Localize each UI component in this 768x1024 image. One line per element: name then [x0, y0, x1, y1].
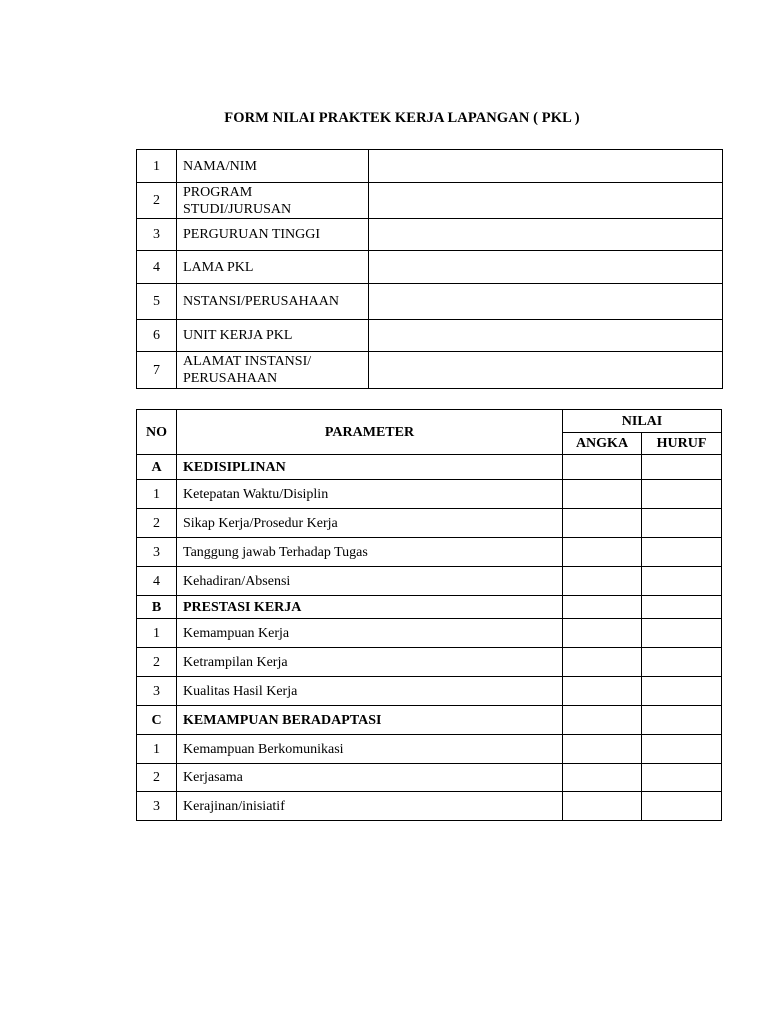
section-code: B — [137, 596, 177, 619]
row-no: 3 — [137, 677, 177, 706]
identity-value-field[interactable] — [369, 150, 723, 183]
identity-label: PROGRAM STUDI/JURUSAN — [177, 183, 369, 219]
angka-cell[interactable] — [563, 648, 642, 677]
section-label: PRESTASI KERJA — [177, 596, 563, 619]
row-label: Kemampuan Berkomunikasi — [177, 735, 563, 764]
huruf-cell[interactable] — [642, 596, 722, 619]
huruf-cell[interactable] — [642, 764, 722, 792]
header-nilai: NILAI — [563, 410, 722, 433]
angka-cell[interactable] — [563, 792, 642, 821]
identity-value-field[interactable] — [369, 352, 723, 389]
parameter-table — [136, 409, 722, 821]
identity-row-nama — [137, 150, 723, 183]
identity-label: LAMA PKL — [177, 251, 369, 284]
identity-row-instansi — [137, 284, 723, 320]
identity-label: UNIT KERJA PKL — [177, 320, 369, 352]
table-row — [137, 735, 722, 764]
huruf-cell[interactable] — [642, 735, 722, 764]
table-row — [137, 648, 722, 677]
angka-cell[interactable] — [563, 619, 642, 648]
huruf-cell[interactable] — [642, 455, 722, 480]
table-row — [137, 792, 722, 821]
identity-no: 7 — [137, 352, 177, 389]
row-no: 3 — [137, 792, 177, 821]
angka-cell[interactable] — [563, 706, 642, 735]
row-label: Kemampuan Kerja — [177, 619, 563, 648]
huruf-cell[interactable] — [642, 677, 722, 706]
header-parameter: PARAMETER — [177, 410, 563, 455]
header-no: NO — [137, 410, 177, 455]
angka-cell[interactable] — [563, 677, 642, 706]
identity-row-program — [137, 183, 723, 219]
identity-label: ALAMAT INSTANSI/ PERUSAHAAN — [177, 352, 369, 389]
identity-no: 6 — [137, 320, 177, 352]
identity-no: 5 — [137, 284, 177, 320]
identity-value-field[interactable] — [369, 183, 723, 219]
huruf-cell[interactable] — [642, 567, 722, 596]
identity-row-perguruan — [137, 219, 723, 251]
identity-label: PERGURUAN TINGGI — [177, 219, 369, 251]
huruf-cell[interactable] — [642, 648, 722, 677]
huruf-cell[interactable] — [642, 619, 722, 648]
row-label: Ketrampilan Kerja — [177, 648, 563, 677]
row-no: 1 — [137, 619, 177, 648]
huruf-cell[interactable] — [642, 480, 722, 509]
section-row — [137, 455, 722, 480]
huruf-cell[interactable] — [642, 509, 722, 538]
section-row — [137, 596, 722, 619]
identity-no: 2 — [137, 183, 177, 219]
table-row — [137, 764, 722, 792]
identity-row-alamat — [137, 352, 723, 389]
row-label: Kehadiran/Absensi — [177, 567, 563, 596]
row-no: 1 — [137, 480, 177, 509]
row-label: Tanggung jawab Terhadap Tugas — [177, 538, 563, 567]
row-no: 3 — [137, 538, 177, 567]
identity-value-field[interactable] — [369, 320, 723, 352]
huruf-cell[interactable] — [642, 538, 722, 567]
identity-label: NSTANSI/PERUSAHAAN — [177, 284, 369, 320]
section-label: KEMAMPUAN BERADAPTASI — [177, 706, 563, 735]
row-no: 2 — [137, 509, 177, 538]
identity-value-field[interactable] — [369, 251, 723, 284]
table-row — [137, 509, 722, 538]
angka-cell[interactable] — [563, 538, 642, 567]
identity-no: 1 — [137, 150, 177, 183]
header-angka: ANGKA — [563, 433, 642, 455]
row-label: Kualitas Hasil Kerja — [177, 677, 563, 706]
row-no: 2 — [137, 648, 177, 677]
angka-cell[interactable] — [563, 480, 642, 509]
angka-cell[interactable] — [563, 455, 642, 480]
row-no: 2 — [137, 764, 177, 792]
row-label: Kerajinan/inisiatif — [177, 792, 563, 821]
identity-label: NAMA/NIM — [177, 150, 369, 183]
row-no: 4 — [137, 567, 177, 596]
angka-cell[interactable] — [563, 567, 642, 596]
identity-value-field[interactable] — [369, 284, 723, 320]
section-code: A — [137, 455, 177, 480]
table-row — [137, 480, 722, 509]
section-row — [137, 706, 722, 735]
table-row — [137, 538, 722, 567]
identity-table — [136, 149, 723, 389]
huruf-cell[interactable] — [642, 792, 722, 821]
header-huruf: HURUF — [642, 433, 722, 455]
row-no: 1 — [137, 735, 177, 764]
table-row — [137, 677, 722, 706]
identity-row-lama — [137, 251, 723, 284]
identity-row-unit — [137, 320, 723, 352]
form-title: FORM NILAI PRAKTEK KERJA LAPANGAN ( PKL ) — [224, 110, 580, 126]
row-label: Sikap Kerja/Prosedur Kerja — [177, 509, 563, 538]
table-row — [137, 619, 722, 648]
row-label: Ketepatan Waktu/Disiplin — [177, 480, 563, 509]
section-label: KEDISIPLINAN — [177, 455, 563, 480]
identity-no: 4 — [137, 251, 177, 284]
table-row — [137, 567, 722, 596]
angka-cell[interactable] — [563, 596, 642, 619]
row-label: Kerjasama — [177, 764, 563, 792]
angka-cell[interactable] — [563, 509, 642, 538]
identity-value-field[interactable] — [369, 219, 723, 251]
identity-no: 3 — [137, 219, 177, 251]
angka-cell[interactable] — [563, 764, 642, 792]
section-code: C — [137, 706, 177, 735]
huruf-cell[interactable] — [642, 706, 722, 735]
angka-cell[interactable] — [563, 735, 642, 764]
